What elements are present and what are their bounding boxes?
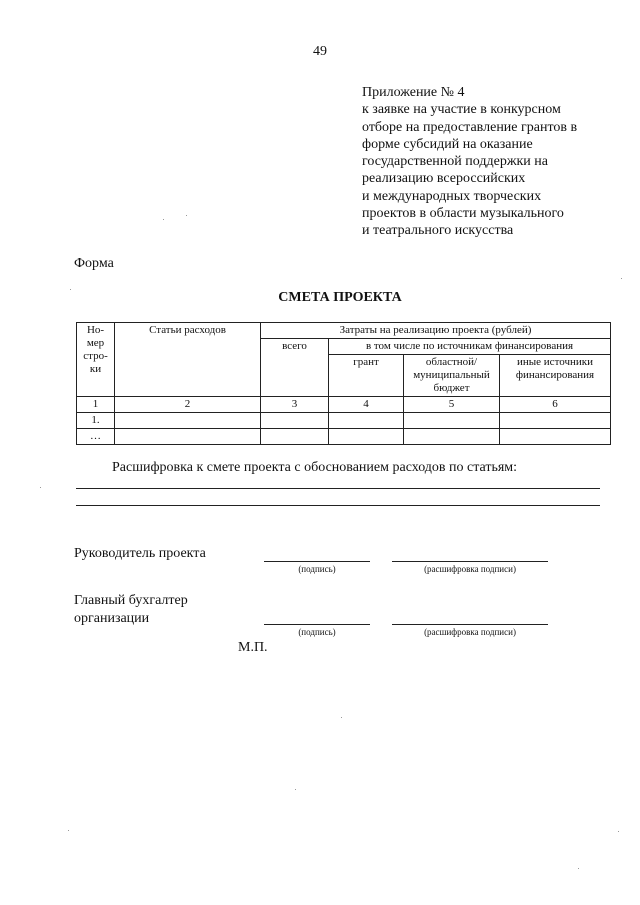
- estimate-table: [76, 322, 611, 445]
- table-row: [77, 413, 611, 429]
- project-head-label: Руководитель проекта: [74, 546, 206, 561]
- signature-decoding-line: [392, 561, 548, 562]
- appendix-line: Приложение № 4: [362, 85, 465, 100]
- signature-line: [264, 624, 370, 625]
- column-number: 4: [329, 397, 404, 413]
- header-other-sources: иные источники финансирования: [500, 355, 611, 397]
- fill-in-line: [76, 488, 600, 489]
- signature-decoding-line: [392, 624, 548, 625]
- chief-accountant-label: Главный бухгалтер организации: [74, 593, 188, 626]
- appendix-line: и театрального искусства: [362, 223, 514, 239]
- column-number: 5: [404, 397, 500, 413]
- header-expense-items: Статьи расходов: [115, 323, 261, 397]
- table-cell: [329, 413, 404, 429]
- table-cell: [329, 429, 404, 445]
- appendix-header: [362, 84, 632, 240]
- table-row: [77, 429, 611, 445]
- scan-speck: [621, 278, 622, 279]
- decoding-caption: (расшифровка подписи): [424, 564, 516, 574]
- table-cell: [404, 413, 500, 429]
- scan-speck: [68, 830, 69, 831]
- header-including-sources: в том числе по источникам финансирования: [329, 339, 611, 355]
- header-row-number: Но- мер стро- ки: [77, 323, 115, 397]
- breakdown-heading: Расшифровка к смете проекта с обоснованием расходов по статьям:: [112, 460, 518, 475]
- document-title: СМЕТА ПРОЕКТА: [278, 290, 402, 305]
- appendix-line: реализацию всероссийских: [362, 171, 526, 187]
- signature-line: [264, 561, 370, 562]
- form-label: Форма: [74, 256, 114, 271]
- appendix-line: форме субсидий на оказание: [362, 136, 533, 152]
- table-cell: [500, 429, 611, 445]
- table-cell: [115, 429, 261, 445]
- signature-caption: (подпись): [298, 564, 336, 574]
- column-number: 1: [77, 397, 115, 413]
- header-grant: грант: [329, 355, 404, 397]
- table-cell: …: [77, 429, 115, 445]
- scan-speck: [618, 831, 619, 832]
- table-cell: [261, 413, 329, 429]
- page-number: 49: [313, 44, 327, 59]
- header-total: всего: [261, 339, 329, 397]
- scan-speck: [295, 789, 296, 790]
- table-cell: [404, 429, 500, 445]
- stamp-place: М.П.: [238, 640, 268, 655]
- table-cell: [500, 413, 611, 429]
- appendix-line: и международных творческих: [362, 188, 542, 204]
- scan-speck: [578, 868, 579, 869]
- appendix-line: к заявке на участие в конкурсном: [362, 102, 561, 118]
- scan-speck: [163, 219, 164, 220]
- table-cell: [115, 413, 261, 429]
- scan-speck: [186, 215, 187, 216]
- column-number-row: [77, 397, 611, 413]
- header-costs: Затраты на реализацию проекта (рублей): [261, 323, 611, 339]
- scan-speck: [70, 289, 71, 290]
- table-cell: 1.: [77, 413, 115, 429]
- column-number: 6: [500, 397, 611, 413]
- header-regional-budget: областной/ муниципальный бюджет: [404, 355, 500, 397]
- scan-speck: [40, 487, 41, 488]
- column-number: 2: [115, 397, 261, 413]
- appendix-line: отборе на предоставление грантов в: [362, 119, 578, 135]
- signature-caption: (подпись): [298, 627, 336, 637]
- decoding-caption: (расшифровка подписи): [424, 627, 516, 637]
- column-number: 3: [261, 397, 329, 413]
- appendix-line: проектов в области музыкального: [362, 206, 564, 222]
- scan-speck: [341, 717, 342, 718]
- table-cell: [261, 429, 329, 445]
- fill-in-line: [76, 505, 600, 506]
- appendix-line: государственной поддержки на: [362, 154, 548, 170]
